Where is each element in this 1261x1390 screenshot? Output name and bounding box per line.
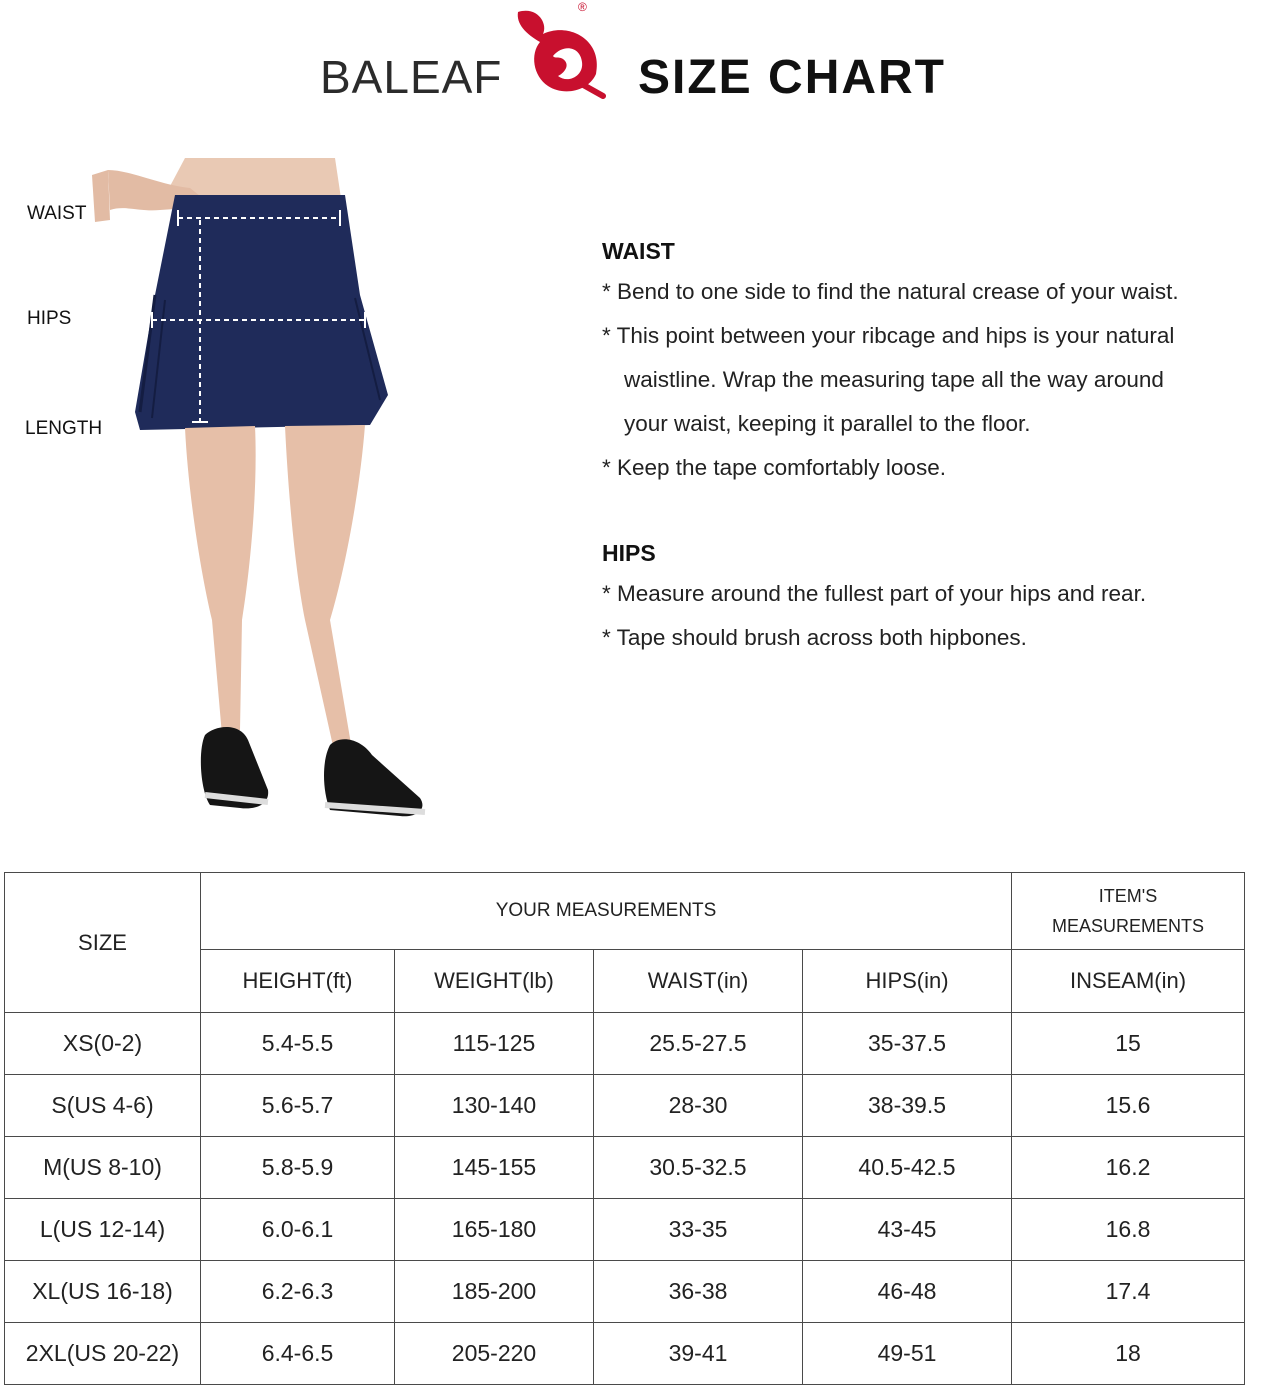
leaf-logo-icon [508, 4, 608, 99]
table-row [5, 1075, 1245, 1137]
cell-waist: 36-38 [594, 1261, 803, 1323]
cell-waist: 30.5-32.5 [594, 1137, 803, 1199]
measurement-instructions [602, 232, 1261, 660]
cell-weight: 185-200 [395, 1261, 594, 1323]
cell-weight: 145-155 [395, 1137, 594, 1199]
header [0, 0, 1261, 120]
cell-height: 5.4-5.5 [201, 1013, 395, 1075]
cell-height: 6.2-6.3 [201, 1261, 395, 1323]
hips-line-1: * Measure around the fullest part of your hips and rear. [602, 581, 1147, 606]
cell-waist: 28-30 [594, 1075, 803, 1137]
col-header-hips: HIPS(in) [803, 950, 1012, 1013]
cell-weight: 130-140 [395, 1075, 594, 1137]
brand-name: BALEAF [320, 51, 503, 103]
table-group-header-row [5, 873, 1245, 950]
waist-line-3: waistline. Wrap the measuring tape all the way around [624, 367, 1164, 392]
page-title: SIZE CHART [638, 51, 946, 104]
label-waist: WAIST [27, 203, 87, 224]
cell-inseam: 17.4 [1012, 1261, 1245, 1323]
col-header-weight: WEIGHT(lb) [395, 950, 594, 1013]
size-header: SIZE [5, 873, 201, 1013]
model-figure [0, 150, 560, 830]
table-row [5, 1013, 1245, 1075]
waist-line-2: * This point between your ribcage and hips is your natural [602, 323, 1175, 348]
col-header-inseam: INSEAM(in) [1012, 950, 1245, 1013]
cell-size: XL(US 16-18) [5, 1261, 201, 1323]
cell-weight: 165-180 [395, 1199, 594, 1261]
cell-hips: 49-51 [803, 1323, 1012, 1385]
item-measurements-line-1: ITEM'S [1098, 886, 1158, 906]
cell-height: 6.0-6.1 [201, 1199, 395, 1261]
cell-height: 5.6-5.7 [201, 1075, 395, 1137]
cell-inseam: 16.8 [1012, 1199, 1245, 1261]
cell-size: M(US 8-10) [5, 1137, 201, 1199]
cell-size: 2XL(US 20-22) [5, 1323, 201, 1385]
cell-inseam: 16.2 [1012, 1137, 1245, 1199]
label-length: LENGTH [25, 418, 103, 439]
cell-inseam: 15 [1012, 1013, 1245, 1075]
cell-weight: 205-220 [395, 1323, 594, 1385]
cell-hips: 46-48 [803, 1261, 1012, 1323]
col-header-height: HEIGHT(ft) [201, 950, 395, 1013]
cell-size: S(US 4-6) [5, 1075, 201, 1137]
item-measurements-line-2: MEASUREMENTS [1052, 916, 1205, 936]
waist-line-1: * Bend to one side to find the natural crease of your waist. [602, 279, 1179, 304]
size-table [4, 872, 1245, 1385]
item-measurements-header [1012, 873, 1245, 950]
cell-weight: 115-125 [395, 1013, 594, 1075]
table-row [5, 1137, 1245, 1199]
cell-hips: 43-45 [803, 1199, 1012, 1261]
table-row [5, 1261, 1245, 1323]
cell-waist: 33-35 [594, 1199, 803, 1261]
cell-hips: 40.5-42.5 [803, 1137, 1012, 1199]
cell-height: 6.4-6.5 [201, 1323, 395, 1385]
your-measurements-header: YOUR MEASUREMENTS [201, 873, 1012, 950]
cell-hips: 35-37.5 [803, 1013, 1012, 1075]
cell-inseam: 15.6 [1012, 1075, 1245, 1137]
cell-size: L(US 12-14) [5, 1199, 201, 1261]
waist-line-5: * Keep the tape comfortably loose. [602, 455, 946, 480]
waist-title: WAIST [602, 238, 675, 264]
table-row [5, 1199, 1245, 1261]
cell-hips: 38-39.5 [803, 1075, 1012, 1137]
skirt-model-illustration [0, 150, 560, 830]
hips-line-2: * Tape should brush across both hipbones. [602, 625, 1027, 650]
cell-inseam: 18 [1012, 1323, 1245, 1385]
col-header-waist: WAIST(in) [594, 950, 803, 1013]
waist-line-4: your waist, keeping it parallel to the floor. [624, 411, 1031, 436]
cell-waist: 25.5-27.5 [594, 1013, 803, 1075]
cell-height: 5.8-5.9 [201, 1137, 395, 1199]
hips-title: HIPS [602, 540, 656, 566]
table-row [5, 1323, 1245, 1385]
cell-size: XS(0-2) [5, 1013, 201, 1075]
registered-mark: ® [578, 0, 587, 14]
cell-waist: 39-41 [594, 1323, 803, 1385]
label-hips: HIPS [27, 308, 72, 329]
